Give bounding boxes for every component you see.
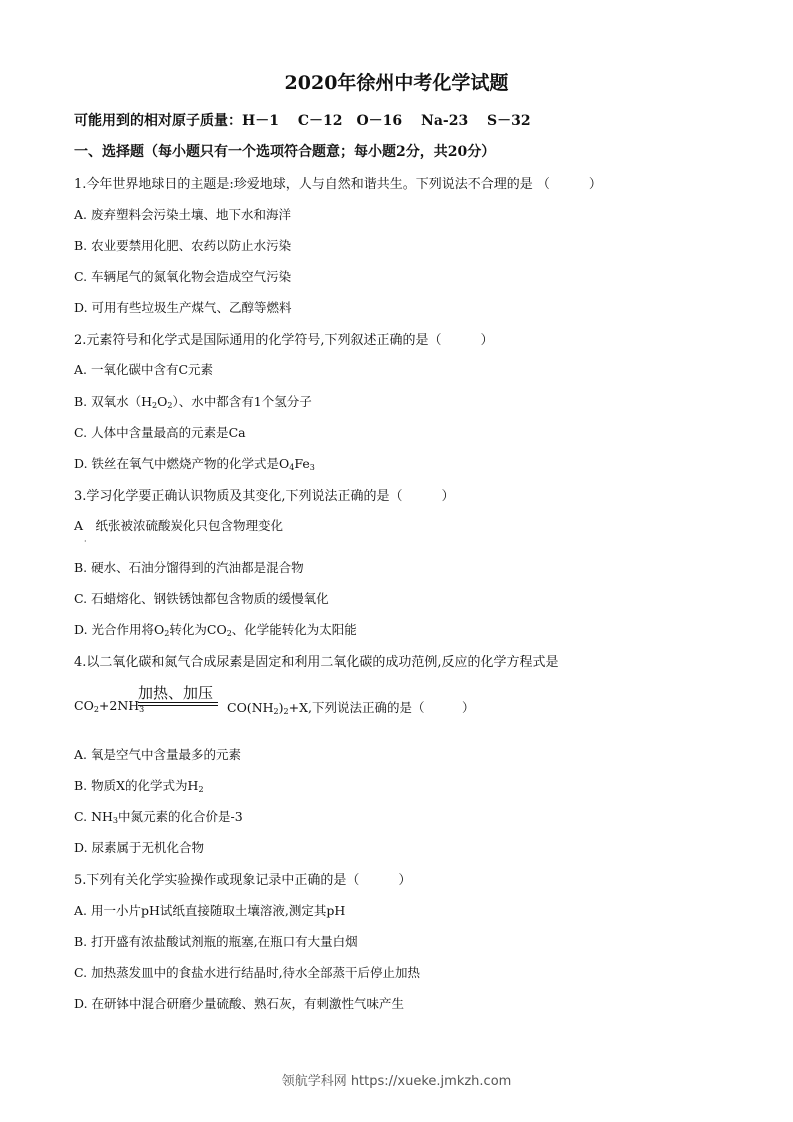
question-4-option-b	[74, 776, 204, 794]
reaction-condition: 加热、加压	[138, 684, 214, 702]
stray-dot: ·	[84, 537, 87, 546]
question-2-option-a: A. 一氧化碳中含有C元素	[74, 362, 214, 377]
question-4-option-d: D. 尿素属于无机化合物	[74, 840, 205, 855]
question-3-option-b: B. 硬水、石油分馏得到的汽油都是混合物	[74, 560, 304, 575]
question-2-stem: 2.元素符号和化学式是国际通用的化学符号,下列叙述正确的是（ ）	[74, 333, 494, 348]
chemical-equation	[74, 682, 634, 722]
subscript: 3	[139, 705, 145, 714]
question-1-option-c: C. 车辆尾气的氮氧化物会造成空气污染	[74, 269, 292, 284]
subscript: 2	[226, 629, 232, 638]
subscript: 2	[93, 705, 99, 714]
subscript: 4	[289, 463, 295, 472]
text-part: )	[278, 700, 284, 715]
watermark-footer: 领航学科网 https://xueke.jmkzh.com	[281, 1074, 512, 1089]
atomic-mass-line: 可能用到的相对原子质量：H－1 C－12 O－16 Na-23 S－32	[74, 113, 531, 129]
question-4-option-c	[74, 807, 243, 825]
subscript: 2	[198, 785, 204, 794]
question-4-stem: 4.以二氧化碳和氮气合成尿素是固定和利用二氧化碳的成功范例,反应的化学方程式是	[74, 655, 559, 670]
text-part: CO	[74, 698, 94, 713]
question-4-option-a: A. 氧是空气中含量最多的元素	[74, 747, 241, 762]
text-part: Fe	[294, 456, 310, 471]
subscript: 3	[309, 463, 315, 472]
subscript: 2	[152, 401, 158, 410]
text-part: +X,下列说法正确的是（ ）	[288, 700, 475, 715]
text-part: 、化学能转化为太阳能	[231, 622, 357, 637]
subscript: 2	[273, 707, 279, 716]
text-part: D. 铁丝在氧气中燃烧产物的化学式是O	[74, 456, 290, 471]
question-2-option-d	[74, 454, 315, 472]
subscript: 2	[167, 401, 173, 410]
question-5-stem: 5.下列有关化学实验操作或现象记录中正确的是（ ）	[74, 873, 412, 888]
equation-reactants	[74, 698, 144, 714]
text-part: ）、水中都含有1个氢分子	[172, 394, 312, 409]
page-title: 2020年徐州中考化学试题	[284, 72, 509, 94]
question-1-option-d: D. 可用有些垃圾生产煤气、乙醇等燃料	[74, 300, 292, 315]
question-3-option-c: C. 石蜡熔化、钢铁锈蚀都包含物质的缓慢氧化	[74, 591, 329, 606]
question-5-option-b: B. 打开盛有浓盐酸试剂瓶的瓶塞,在瓶口有大量白烟	[74, 934, 358, 949]
text-part: B. 物质X的化学式为H	[74, 778, 199, 793]
question-3-option-d	[74, 620, 357, 638]
subscript: 2	[164, 629, 170, 638]
text-part: B. 双氧水（H	[74, 394, 153, 409]
text-part: 转化为CO	[169, 622, 227, 637]
section-heading: 一、选择题（每小题只有一个选项符合题意；每小题2分，共20分）	[74, 144, 496, 160]
text-part: CO(NH	[227, 700, 274, 715]
question-2-option-c: C. 人体中含量最高的元素是Ca	[74, 425, 246, 440]
question-5-option-c: C. 加热蒸发皿中的食盐水进行结晶时,待水全部蒸干后停止加热	[74, 965, 421, 980]
text-part: C. NH	[74, 809, 113, 824]
question-3-option-a: A 纸张被浓硫酸炭化只包含物理变化	[74, 518, 284, 533]
question-1-stem: 1.今年世界地球日的主题是:珍爱地球，人与自然和谐共生。下列说法不合理的是 （ ）	[74, 177, 602, 192]
text-part: D. 光合作用将O	[74, 622, 165, 637]
question-5-option-d: D. 在研钵中混合研磨少量硫酸、熟石灰，有刺激性气味产生	[74, 996, 405, 1011]
question-2-option-b	[74, 392, 312, 410]
text-part: 中氮元素的化合价是-3	[118, 809, 243, 824]
subscript: 2	[283, 707, 289, 716]
equation-products	[227, 698, 474, 716]
equation-bar-bottom	[138, 705, 218, 706]
text-part: +2NH	[98, 698, 140, 713]
equation-bar-top	[138, 702, 218, 703]
question-1-option-a: A. 废弃塑料会污染土壤、地下水和海洋	[74, 207, 291, 222]
subscript: 3	[112, 816, 118, 825]
text-part: O	[157, 394, 168, 409]
question-1-option-b: B. 农业要禁用化肥、农药以防止水污染	[74, 238, 292, 253]
question-3-stem: 3.学习化学要正确认识物质及其变化,下列说法正确的是（ ）	[74, 489, 455, 504]
question-5-option-a: A. 用一小片pH试纸直接随取土壤溶液,测定其pH	[74, 903, 346, 918]
